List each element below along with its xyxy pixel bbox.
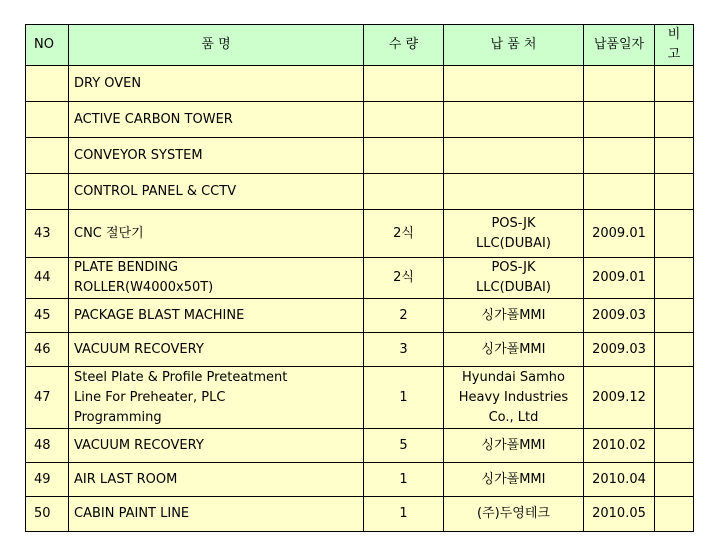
row-number-cell bbox=[26, 102, 69, 138]
delivery-destination-cell bbox=[444, 138, 584, 174]
remarks-cell bbox=[655, 497, 694, 532]
quantity-cell: 3 bbox=[364, 333, 444, 367]
row-number-cell: 46 bbox=[26, 333, 69, 367]
header-quantity: 수 량 bbox=[364, 25, 444, 66]
delivery-destination-cell bbox=[444, 174, 584, 210]
delivery-date-cell bbox=[584, 102, 655, 138]
item-name-cell: CNC 절단기 bbox=[69, 210, 364, 258]
row-number-cell: 50 bbox=[26, 497, 69, 532]
row-number-cell bbox=[26, 138, 69, 174]
delivery-date-cell: 2010.04 bbox=[584, 463, 655, 497]
remarks-cell bbox=[655, 463, 694, 497]
item-name-cell: CONTROL PANEL & CCTV bbox=[69, 174, 364, 210]
row-number-cell bbox=[26, 174, 69, 210]
table-row bbox=[26, 174, 694, 210]
table-row bbox=[26, 299, 694, 333]
remarks-cell bbox=[655, 299, 694, 333]
quantity-cell bbox=[364, 102, 444, 138]
quantity-cell: 5 bbox=[364, 429, 444, 463]
item-name-cell: CABIN PAINT LINE bbox=[69, 497, 364, 532]
header-item-name: 품 명 bbox=[69, 25, 364, 66]
delivery-destination-cell: 싱가폴MMI bbox=[444, 333, 584, 367]
item-name-cell: Steel Plate & Profile Preteatment Line For Preheater, PLC Programming bbox=[69, 367, 364, 429]
header-row bbox=[26, 25, 694, 66]
delivery-date-cell: 2009.03 bbox=[584, 299, 655, 333]
quantity-cell bbox=[364, 66, 444, 102]
header-remarks: 비 고 bbox=[655, 25, 694, 66]
delivery-date-cell bbox=[584, 138, 655, 174]
quantity-cell bbox=[364, 138, 444, 174]
item-name-cell: DRY OVEN bbox=[69, 66, 364, 102]
row-number-cell: 47 bbox=[26, 367, 69, 429]
item-name-cell: VACUUM RECOVERY bbox=[69, 333, 364, 367]
delivery-destination-cell: 싱가폴MMI bbox=[444, 463, 584, 497]
table-row bbox=[26, 102, 694, 138]
delivery-destination-cell: 싱가폴MMI bbox=[444, 299, 584, 333]
quantity-cell: 2식 bbox=[364, 210, 444, 258]
remarks-cell bbox=[655, 333, 694, 367]
table-row bbox=[26, 429, 694, 463]
table-body bbox=[26, 66, 694, 532]
delivery-date-cell bbox=[584, 66, 655, 102]
quantity-cell: 1 bbox=[364, 497, 444, 532]
remarks-cell bbox=[655, 102, 694, 138]
remarks-cell bbox=[655, 258, 694, 299]
table-row bbox=[26, 66, 694, 102]
row-number-cell: 48 bbox=[26, 429, 69, 463]
item-name-cell: VACUUM RECOVERY bbox=[69, 429, 364, 463]
delivery-record-table bbox=[25, 24, 694, 532]
quantity-cell: 1 bbox=[364, 463, 444, 497]
remarks-cell bbox=[655, 174, 694, 210]
table-row bbox=[26, 463, 694, 497]
row-number-cell: 45 bbox=[26, 299, 69, 333]
header-delivery-date: 납품일자 bbox=[584, 25, 655, 66]
delivery-date-cell: 2009.12 bbox=[584, 367, 655, 429]
item-name-cell: ACTIVE CARBON TOWER bbox=[69, 102, 364, 138]
table-header bbox=[26, 25, 694, 66]
delivery-date-cell: 2009.01 bbox=[584, 258, 655, 299]
table-row bbox=[26, 497, 694, 532]
quantity-cell bbox=[364, 174, 444, 210]
item-name-cell: CONVEYOR SYSTEM bbox=[69, 138, 364, 174]
delivery-destination-cell: Hyundai Samho Heavy Industries Co., Ltd bbox=[444, 367, 584, 429]
table-row bbox=[26, 367, 694, 429]
table-row bbox=[26, 138, 694, 174]
row-number-cell bbox=[26, 66, 69, 102]
delivery-date-cell: 2010.02 bbox=[584, 429, 655, 463]
item-name-cell: AIR LAST ROOM bbox=[69, 463, 364, 497]
item-name-cell: PLATE BENDING ROLLER(W4000x50T) bbox=[69, 258, 364, 299]
table-row bbox=[26, 333, 694, 367]
delivery-destination-cell: POS-JK LLC(DUBAI) bbox=[444, 258, 584, 299]
row-number-cell: 44 bbox=[26, 258, 69, 299]
remarks-cell bbox=[655, 429, 694, 463]
quantity-cell: 2식 bbox=[364, 258, 444, 299]
header-delivery-destination: 납 품 처 bbox=[444, 25, 584, 66]
remarks-cell bbox=[655, 210, 694, 258]
remarks-cell bbox=[655, 367, 694, 429]
item-name-cell: PACKAGE BLAST MACHINE bbox=[69, 299, 364, 333]
header-no: NO bbox=[26, 25, 69, 66]
delivery-date-cell: 2009.03 bbox=[584, 333, 655, 367]
quantity-cell: 2 bbox=[364, 299, 444, 333]
row-number-cell: 43 bbox=[26, 210, 69, 258]
delivery-destination-cell: POS-JK LLC(DUBAI) bbox=[444, 210, 584, 258]
delivery-destination-cell: (주)두영테크 bbox=[444, 497, 584, 532]
quantity-cell: 1 bbox=[364, 367, 444, 429]
delivery-date-cell: 2010.05 bbox=[584, 497, 655, 532]
remarks-cell bbox=[655, 138, 694, 174]
table-row bbox=[26, 258, 694, 299]
delivery-date-cell bbox=[584, 174, 655, 210]
delivery-destination-cell: 싱가폴MMI bbox=[444, 429, 584, 463]
delivery-date-cell: 2009.01 bbox=[584, 210, 655, 258]
remarks-cell bbox=[655, 66, 694, 102]
delivery-destination-cell bbox=[444, 66, 584, 102]
row-number-cell: 49 bbox=[26, 463, 69, 497]
table-row bbox=[26, 210, 694, 258]
delivery-destination-cell bbox=[444, 102, 584, 138]
